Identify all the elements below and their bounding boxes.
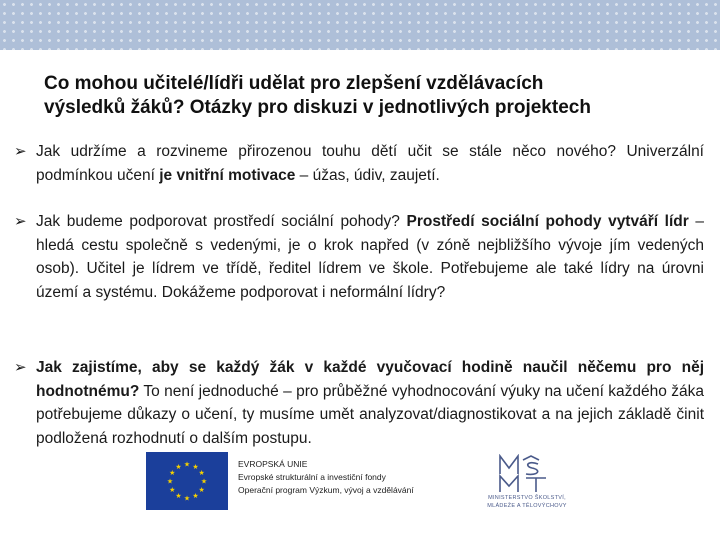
eu-star-icon: ★ [169, 470, 176, 477]
eu-funding-text [238, 458, 468, 497]
eu-star-icon: ★ [198, 487, 205, 494]
eu-star-icon: ★ [183, 495, 191, 503]
bullet-item-every-pupil [14, 356, 704, 450]
eu-star-icon: ★ [192, 463, 199, 471]
msmt-logo [470, 452, 584, 514]
bullet-text-run: Jak budeme podporovat prostředí sociální pohody? [36, 213, 407, 230]
msmt-logo-icon [496, 454, 556, 494]
eu-star-icon: ★ [169, 487, 176, 494]
msmt-ministry-name [470, 494, 584, 510]
slide-title [44, 72, 684, 120]
arrow-bullet-icon: ➢ [14, 143, 27, 160]
bullet-text-bold-run: Prostředí sociální pohody vytváří lídr [406, 213, 689, 230]
eu-star-icon: ★ [175, 493, 182, 501]
eu-star-icon: ★ [192, 493, 199, 501]
eu-line-programme: Operační program Výzkum, vývoj a vzdělávání [238, 485, 414, 495]
footer-logos [146, 452, 586, 514]
bullet-text-run: – hledá cestu společně s vedenými, je o krok napřed (v zóně nejbližšího vývoje jím vedených osob). Učitel je lídrem ve třídě, ředitel lídrem ve škole. Potřebujeme ale také lídry na úrovni území a systému. Dokážeme podporovat i neformální lídry? [36, 213, 705, 301]
msmt-line-1: MINISTERSTVO ŠKOLSTVÍ, [488, 495, 566, 501]
eu-star-icon: ★ [175, 463, 182, 471]
bullet-text [36, 356, 704, 450]
bullet-text [36, 210, 704, 304]
bullet-text-run: Jak udržíme a rozvineme přirozenou touhu dětí učit se stále něco nového? Univerzální podmínkou učení [36, 143, 704, 184]
eu-flag-icon [146, 452, 228, 510]
bullet-text-run: – úžas, údiv, zaujetí. [295, 166, 440, 184]
bullet-item-motivation [14, 140, 704, 187]
eu-line-funds: Evropské strukturální a investiční fondy [238, 472, 386, 482]
msmt-line-2: MLÁDEŽE A TĚLOVÝCHOVY [487, 503, 567, 509]
slide-title-line-2: výsledků žáků? Otázky pro diskuzi v jednotlivých projektech [44, 97, 591, 118]
eu-line-union: EVROPSKÁ UNIE [238, 459, 308, 469]
header-decorative-band [0, 0, 720, 50]
bullet-text-bold-run: Jak zajistíme, aby se každý žák v každé vyučovací hodině naučil něčemu pro něj hodnotnému? [36, 359, 704, 400]
bullet-text [36, 140, 704, 187]
eu-star-icon: ★ [183, 461, 191, 469]
bullet-text-bold-run: je vnitřní motivace [159, 166, 296, 184]
bullet-text-run: To není jednoduché – pro průběžné vyhodnocování výuky na učení každého žáka potřebujeme důkazy o učení, ty musíme umět analyzovat/diagnostikovat a na jejich základě činit podložená rozhodnutí o dalším postupu. [36, 382, 704, 447]
eu-star-icon: ★ [200, 478, 208, 486]
slide-title-line-1: Co mohou učitelé/lídři udělat pro zlepšení vzdělávacích [44, 73, 544, 94]
eu-stars [146, 452, 228, 510]
arrow-bullet-icon: ➢ [14, 359, 27, 376]
eu-star-icon: ★ [166, 478, 174, 486]
arrow-bullet-icon: ➢ [14, 213, 27, 230]
eu-star-icon: ★ [198, 470, 205, 477]
bullet-item-social-wellbeing [14, 210, 704, 304]
